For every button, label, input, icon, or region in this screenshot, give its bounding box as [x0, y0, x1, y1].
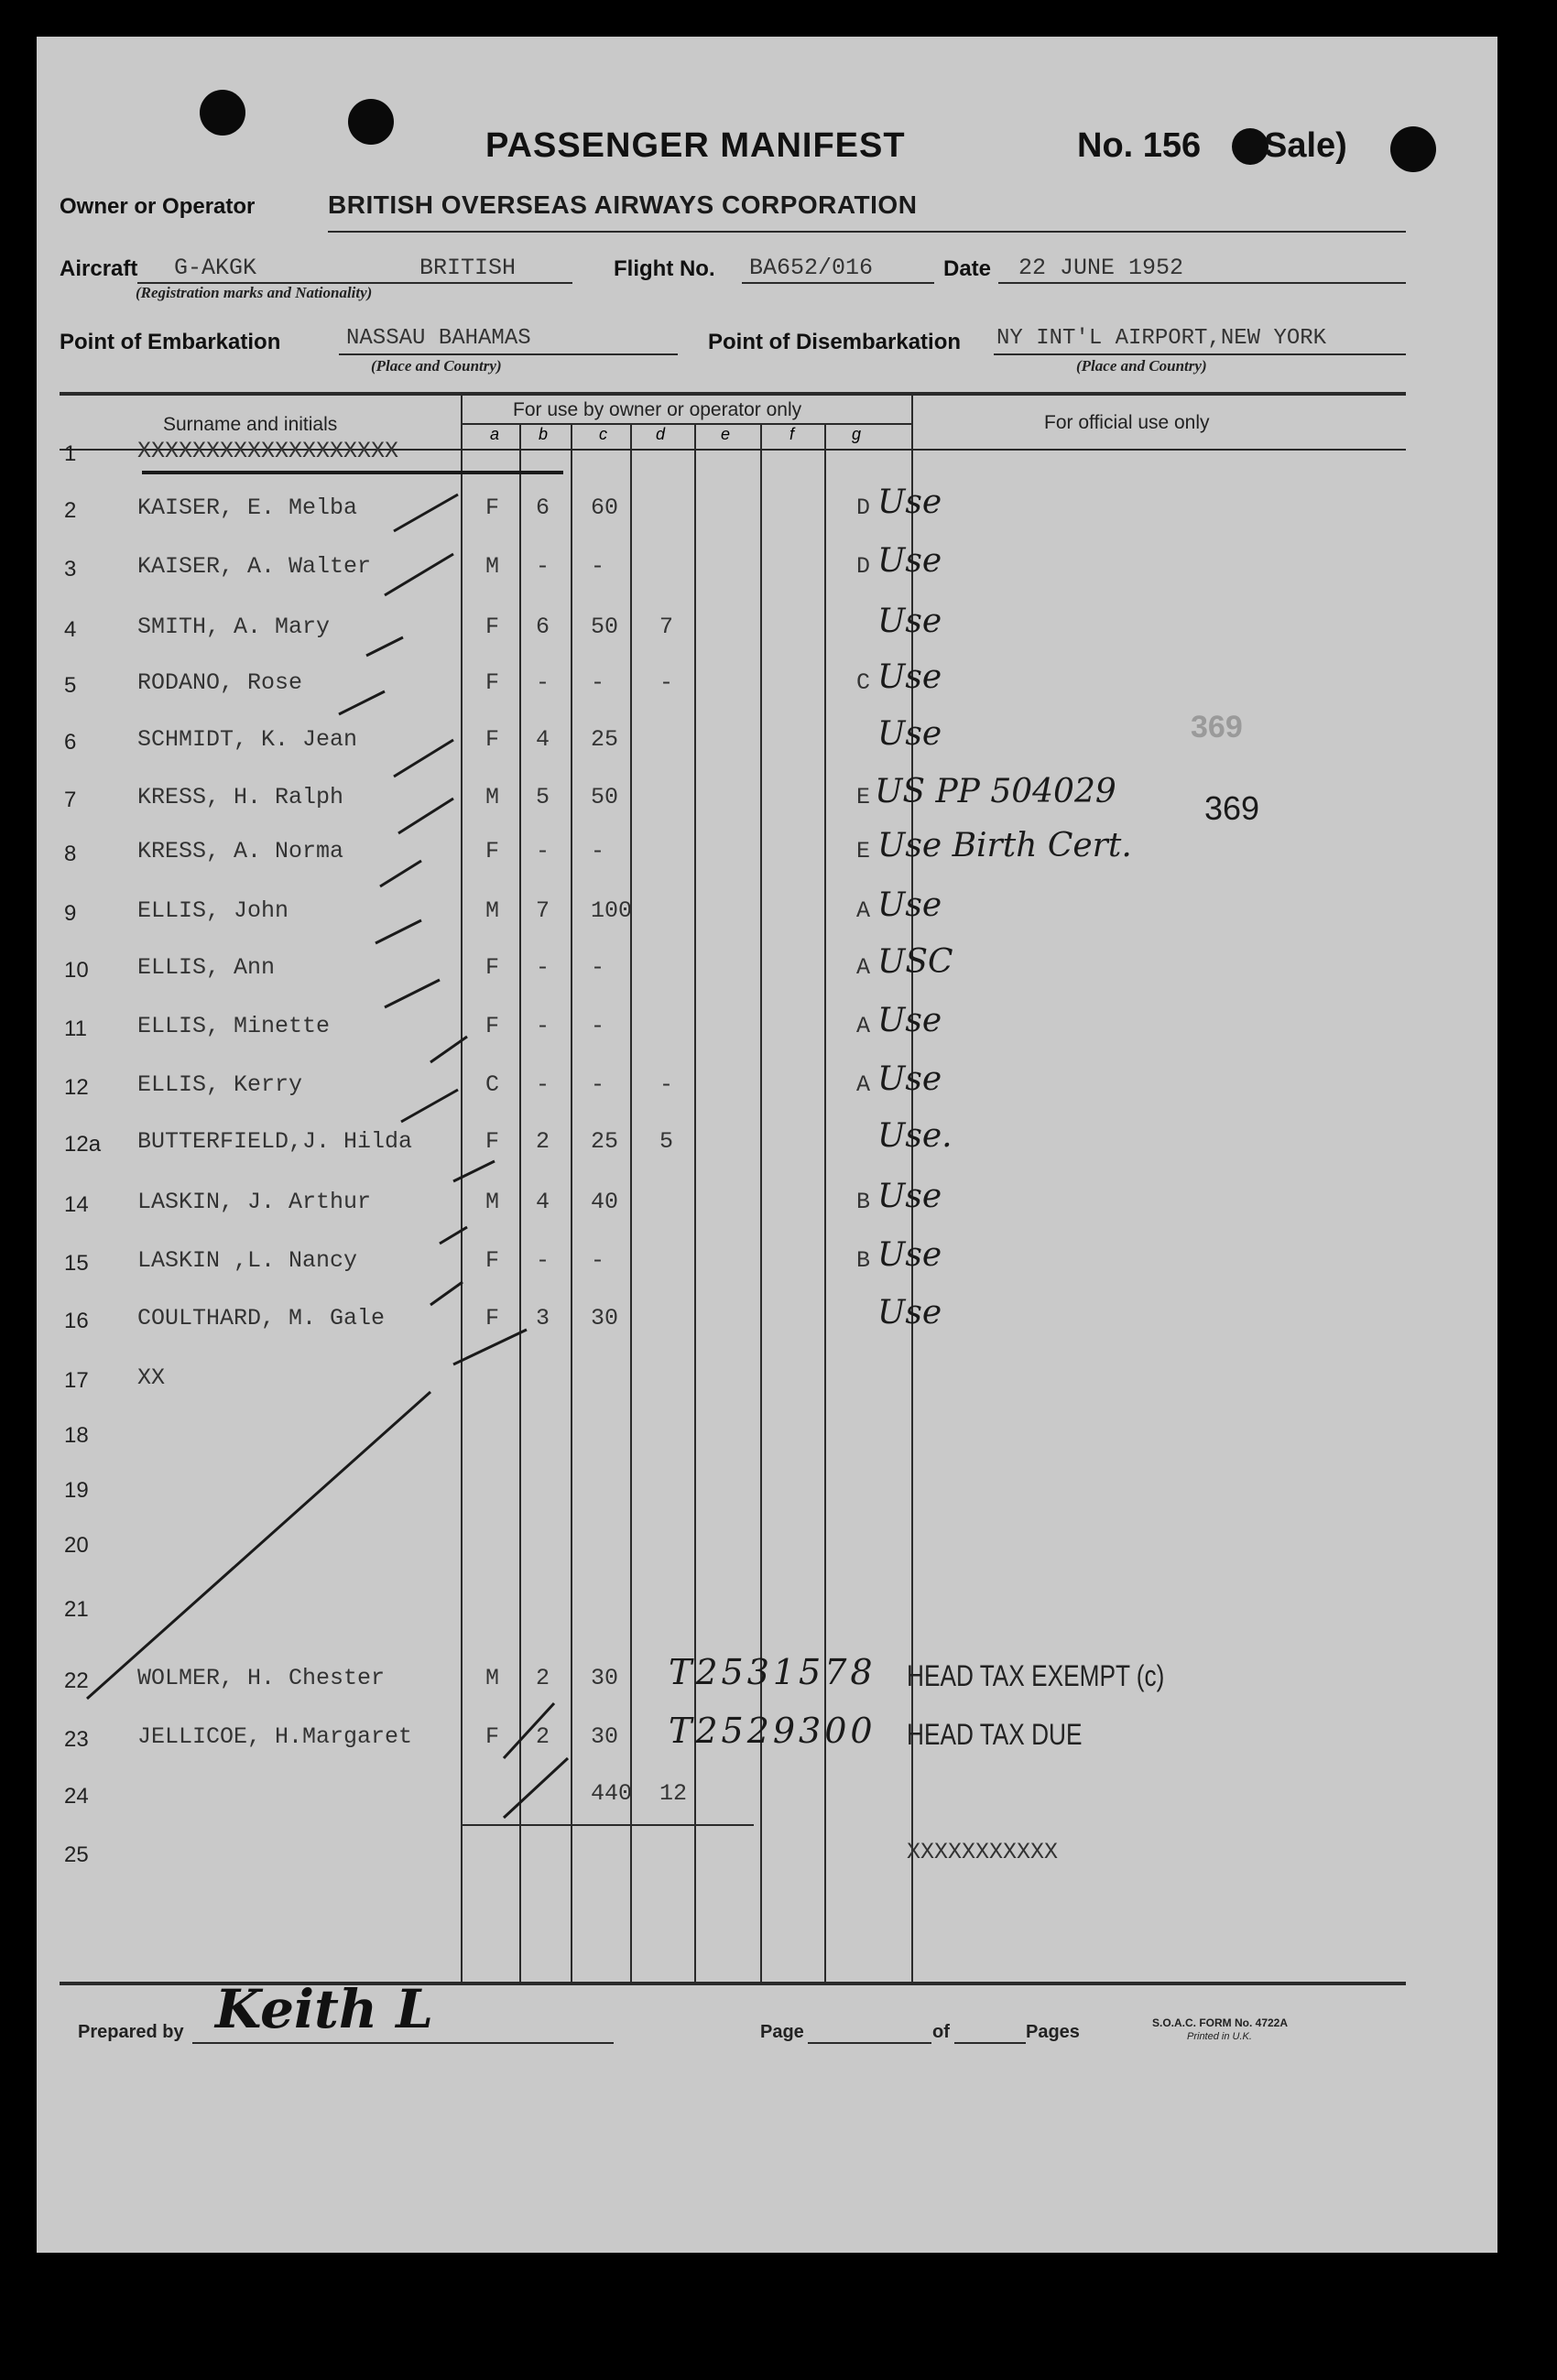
col-c-cell: 30	[591, 1723, 619, 1750]
check-tick-4	[366, 637, 403, 656]
disembarkation-caption: (Place and Country)	[1076, 357, 1207, 375]
official-entry: Use	[877, 1060, 942, 1098]
passenger-name: ELLIS, Ann	[137, 954, 276, 981]
official-entry: Use	[877, 484, 942, 521]
row-number: 12a	[64, 1132, 102, 1157]
passenger-name: RODANO, Rose	[137, 669, 303, 696]
col-g-cell: A	[856, 1071, 871, 1098]
passenger-name: COULTHARD, M. Gale	[137, 1305, 386, 1331]
preparer-signature: Keith L	[215, 1978, 434, 2040]
official-entry: US PP 504029	[875, 773, 1116, 810]
col-c-cell: 60	[591, 494, 619, 521]
col-b-cell: -	[536, 838, 550, 864]
prepared-by-label: Prepared by	[78, 2022, 184, 2042]
passenger-name: XX	[137, 1364, 166, 1391]
row-number: 4	[64, 617, 77, 642]
sub-col-f: f	[789, 425, 795, 443]
flight-number: BA652/016	[749, 255, 874, 281]
row-number: 6	[64, 730, 77, 755]
check-tick-15	[430, 1282, 463, 1305]
row-number: 1	[64, 441, 77, 466]
row-number: 9	[64, 901, 77, 926]
page-label: Page	[760, 2022, 804, 2042]
col-g-cell: D	[856, 494, 871, 521]
col-c-cell: -	[591, 669, 605, 696]
official-entry: Use	[877, 1178, 942, 1215]
col-g-cell: B	[856, 1247, 871, 1274]
official-entry: Use	[877, 542, 942, 580]
col-c-cell: 30	[591, 1305, 619, 1331]
col-c-cell: 30	[591, 1665, 619, 1691]
manifest-sheet	[37, 37, 1497, 2253]
sub-col-c: c	[599, 425, 607, 443]
of-label: of	[932, 2022, 950, 2042]
sex-cell: M	[485, 1189, 500, 1215]
col-b-cell: -	[536, 553, 550, 580]
aircraft-caption: (Registration marks and Nationality)	[136, 284, 373, 301]
sex-cell: F	[485, 614, 500, 640]
col-c-cell: -	[591, 954, 605, 981]
passenger-name: SMITH, A. Mary	[137, 614, 331, 640]
sex-cell: F	[485, 838, 500, 864]
embarkation-label: Point of Embarkation	[60, 330, 281, 354]
col-d-cell: 7	[659, 614, 674, 640]
passenger-name: ELLIS, Kerry	[137, 1071, 303, 1098]
col-c-cell: -	[591, 1013, 605, 1039]
row-number: 16	[64, 1309, 89, 1333]
col-g-cell: D	[856, 553, 871, 580]
aircraft-label: Aircraft	[60, 256, 138, 281]
col-b-cell: -	[536, 1247, 550, 1274]
col-d-cell: -	[659, 1071, 674, 1098]
col-b-cell: 6	[536, 614, 550, 640]
row-number: 22	[64, 1668, 89, 1693]
check-tick-11	[430, 1037, 467, 1062]
col-official-header: For official use only	[1044, 412, 1210, 433]
stamp-number: 369	[1204, 789, 1260, 827]
owner-label: Owner or Operator	[60, 194, 256, 219]
row-number: 24	[64, 1784, 89, 1809]
row-number: 7	[64, 788, 77, 812]
check-tick-23	[504, 1758, 568, 1818]
check-tick-12a	[453, 1161, 495, 1181]
col-g-cell: C	[856, 669, 871, 696]
col-b-cell: -	[536, 954, 550, 981]
sex-cell: F	[485, 1013, 500, 1039]
col-c-cell: 100	[591, 897, 633, 924]
col-g-cell: A	[856, 954, 871, 981]
col-g-cell: E	[856, 784, 871, 810]
official-entry: Use.	[877, 1117, 953, 1155]
col-b-cell: -	[536, 1071, 550, 1098]
row-number: 23	[64, 1727, 89, 1752]
official-stamp: HEAD TAX DUE	[907, 1718, 1083, 1751]
col-c-cell: -	[591, 838, 605, 864]
sub-col-e: e	[721, 425, 731, 443]
passenger-name: SCHMIDT, K. Jean	[137, 726, 358, 753]
passenger-name: KAISER, E. Melba	[137, 494, 358, 521]
col-c-cell: 50	[591, 784, 619, 810]
col-b-cell: 4	[536, 1189, 550, 1215]
col-b-cell: 2	[536, 1665, 550, 1691]
row-number: 20	[64, 1533, 89, 1558]
sex-cell: M	[485, 1665, 500, 1691]
row-number: 5	[64, 673, 77, 698]
form-printed: Printed in U.K.	[1187, 2031, 1252, 2042]
sex-cell: M	[485, 784, 500, 810]
row-number: 14	[64, 1192, 89, 1217]
sex-cell: F	[485, 1247, 500, 1274]
disembarkation-value: NY INT'L AIRPORT,NEW YORK	[996, 326, 1327, 351]
aircraft-registration: G-AKGK	[174, 255, 257, 281]
row-number: 19	[64, 1478, 89, 1503]
cancel-stroke	[37, 37, 1497, 2253]
passenger-name: XXXXXXXXXXXXXXXXXXX	[137, 438, 399, 464]
official-entry: USC	[877, 943, 953, 981]
of-underline	[954, 2042, 1026, 2044]
passenger-name: LASKIN, J. Arthur	[137, 1189, 372, 1215]
ticket-number: T2531578	[669, 1652, 876, 1692]
col-b-cell: 6	[536, 494, 550, 521]
row-number: 12	[64, 1075, 89, 1100]
col-b-cell: 2	[536, 1128, 550, 1155]
col-c-cell: 25	[591, 1128, 619, 1155]
sub-col-b: b	[539, 425, 549, 443]
sex-cell: F	[485, 1128, 500, 1155]
date-value: 22 JUNE 1952	[1018, 255, 1184, 281]
sub-col-d: d	[656, 425, 666, 443]
check-tick-12	[401, 1090, 458, 1122]
page-underline	[808, 2042, 931, 2044]
sex-cell: F	[485, 1305, 500, 1331]
official-stamp: HEAD TAX EXEMPT (c)	[907, 1659, 1165, 1692]
check-tick-16	[453, 1330, 527, 1364]
flight-label: Flight No.	[614, 256, 715, 281]
cancel-line	[87, 1392, 430, 1699]
col-c-cell: -	[591, 1071, 605, 1098]
sex-cell: M	[485, 897, 500, 924]
row-number: 25	[64, 1842, 89, 1867]
official-entry: Use	[877, 603, 942, 640]
check-tick-8	[380, 861, 421, 886]
manifest-number: No. 156	[1077, 126, 1202, 165]
col-d-cell: 12	[659, 1780, 688, 1807]
official-entry: Use Birth Cert.	[877, 827, 1132, 864]
sub-col-a: a	[490, 425, 500, 443]
row-number: 11	[64, 1016, 87, 1041]
col-g-cell: A	[856, 1013, 871, 1039]
passenger-name: WOLMER, H. Chester	[137, 1665, 386, 1691]
row-number: 21	[64, 1597, 89, 1622]
col-c-cell: -	[591, 553, 605, 580]
col-operator-header: For use by owner or operator only	[513, 399, 802, 420]
pages-label: Pages	[1026, 2022, 1080, 2042]
check-tick-7	[398, 799, 453, 833]
col-d-cell: -	[659, 669, 674, 696]
check-tick-9	[376, 920, 421, 943]
sex-cell: F	[485, 669, 500, 696]
sub-col-g: g	[852, 425, 862, 443]
sex-cell: C	[485, 1071, 500, 1098]
official-strike: XXXXXXXXXXX	[907, 1839, 1059, 1865]
col-b-cell: 5	[536, 784, 550, 810]
official-entry: Use	[877, 1236, 942, 1274]
col-c-cell: 440	[591, 1780, 633, 1807]
col-b-cell: -	[536, 669, 550, 696]
embarkation-caption: (Place and Country)	[371, 357, 502, 375]
sex-cell: M	[485, 553, 500, 580]
col-b-cell: 4	[536, 726, 550, 753]
col-g-cell: A	[856, 897, 871, 924]
col-b-cell: 3	[536, 1305, 550, 1331]
check-tick-6	[394, 740, 453, 777]
row-number: 15	[64, 1251, 89, 1276]
date-label: Date	[943, 256, 992, 281]
row-number: 10	[64, 958, 89, 983]
check-tick-22	[504, 1703, 554, 1758]
page-title: PASSENGER MANIFEST	[485, 126, 906, 165]
sex-cell: F	[485, 726, 500, 753]
col-c-cell: -	[591, 1247, 605, 1274]
col-b-cell: 2	[536, 1723, 550, 1750]
col-c-cell: 25	[591, 726, 619, 753]
passenger-name: BUTTERFIELD,J. Hilda	[137, 1128, 413, 1155]
ticket-number: T2529300	[669, 1711, 876, 1751]
check-tick-14	[440, 1227, 467, 1244]
check-tick-5	[339, 691, 385, 714]
official-entry: Use	[877, 658, 942, 696]
owner-value: BRITISH OVERSEAS AIRWAYS CORPORATION	[328, 190, 918, 219]
official-entry: Use	[877, 715, 942, 753]
col-c-cell: 40	[591, 1189, 619, 1215]
col-b-cell: -	[536, 1013, 550, 1039]
disembarkation-label: Point of Disembarkation	[708, 330, 962, 354]
row-number: 18	[64, 1423, 89, 1448]
check-tick-2	[394, 494, 458, 531]
row-number: 2	[64, 498, 77, 523]
official-entry: Use	[877, 1294, 942, 1331]
stamp-number-faint: 369	[1191, 710, 1243, 744]
col-c-cell: 50	[591, 614, 619, 640]
col-d-cell: 5	[659, 1128, 674, 1155]
col-b-cell: 7	[536, 897, 550, 924]
check-tick-3	[385, 554, 453, 595]
aircraft-nationality: BRITISH	[419, 255, 517, 281]
col-name-header: Surname and initials	[163, 414, 338, 435]
row-number: 8	[64, 842, 77, 866]
embarkation-value: NASSAU BAHAMAS	[346, 326, 531, 351]
official-entry: Use	[877, 1002, 942, 1039]
manifest-number-tail: Sale)	[1264, 126, 1347, 165]
passenger-name: KRESS, H. Ralph	[137, 784, 344, 810]
official-entry: Use	[877, 886, 942, 924]
check-tick-10	[385, 980, 440, 1007]
sex-cell: F	[485, 1723, 500, 1750]
form-id: S.O.A.C. FORM No. 4722A	[1152, 2016, 1289, 2029]
passenger-name: LASKIN ,L. Nancy	[137, 1247, 358, 1274]
passenger-name: KRESS, A. Norma	[137, 838, 344, 864]
passenger-name: KAISER, A. Walter	[137, 553, 372, 580]
passenger-name: ELLIS, Minette	[137, 1013, 331, 1039]
prepared-by-underline	[192, 2042, 614, 2044]
passenger-name: ELLIS, John	[137, 897, 289, 924]
sex-cell: F	[485, 494, 500, 521]
col-g-cell: B	[856, 1189, 871, 1215]
passenger-name: JELLICOE, H.Margaret	[137, 1723, 413, 1750]
col-g-cell: E	[856, 838, 871, 864]
row-number: 17	[64, 1368, 89, 1393]
sex-cell: F	[485, 954, 500, 981]
row-number: 3	[64, 557, 77, 581]
